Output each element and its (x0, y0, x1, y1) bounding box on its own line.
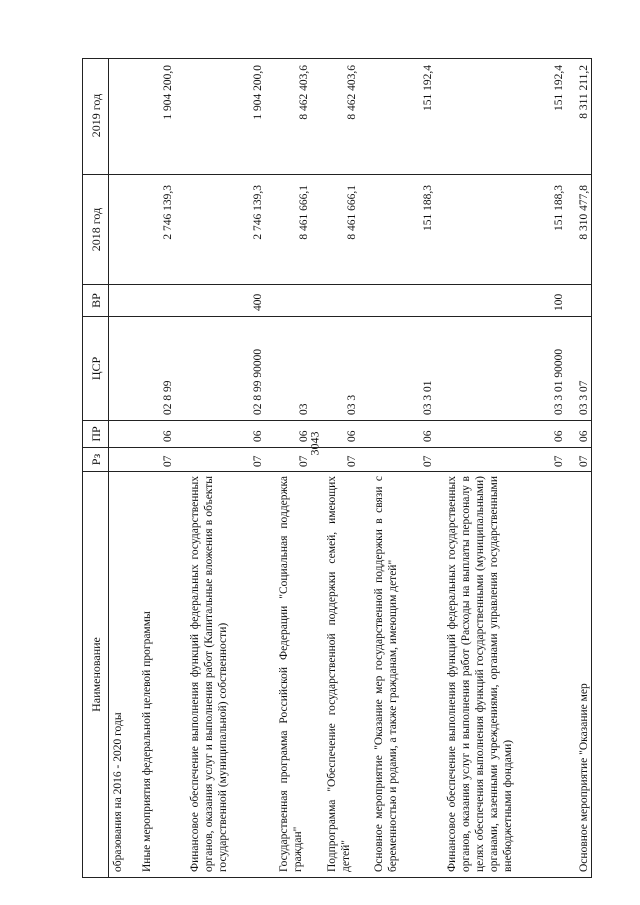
row-6-pr: 06 (553, 430, 565, 442)
row-3-pr: 06 (298, 430, 310, 442)
row-1-pr: 06 (162, 430, 174, 442)
page-number: 3043 (307, 431, 322, 456)
row-2-csr: 02 8 99 90000 (252, 348, 264, 415)
header-2018: 2018 год (83, 174, 109, 284)
budget-table (82, 58, 592, 878)
row-4-2019: 8 462 403,6 (346, 65, 358, 120)
row-6-2019: 151 192,4 (553, 65, 565, 111)
row-7-2018: 8 310 477,8 (578, 185, 590, 240)
row-1-name: Иные мероприятия федеральной целевой программы (141, 611, 153, 872)
row-2-2018: 2 746 139,3 (252, 185, 264, 240)
row-3-2019: 8 462 403,6 (298, 65, 310, 120)
row-5-pr: 06 (422, 430, 434, 442)
row-4-name: Подпрограмма "Обеспечение государственной поддержки семей, имеющих детей" (326, 476, 352, 872)
column-csr (109, 316, 592, 420)
header-name: Наименование (83, 471, 109, 877)
row-4-2018: 8 461 666,1 (346, 185, 358, 240)
row-1-rz: 07 (162, 455, 174, 467)
row-5-2019: 151 192,4 (422, 65, 434, 111)
row-0-name: образования на 2016 - 2020 годы (112, 712, 124, 872)
row-7-name: Основное мероприятие "Оказание мер (578, 683, 590, 872)
row-2-vr: 400 (252, 293, 264, 311)
header-2019: 2019 год (89, 93, 103, 138)
row-4-csr: 03 3 (346, 394, 358, 415)
row-3-2018: 8 461 666,1 (298, 185, 310, 240)
row-7-pr: 06 (578, 430, 590, 442)
row-6-name: Финансовое обеспечение выполнения функций федеральных государственных органов, оказания услуг и выполнения работ (Расходы на выплаты персоналу в целях обеспечения выполнения функций государственными (муниципальными) органами, казенными учреждениями, органами управления государственными внебюджетными фондами) (446, 476, 514, 872)
row-4-rz: 07 (346, 455, 358, 467)
row-3-name: Государственная программа Российской Федерации "Социальная поддержка граждан" (278, 476, 304, 872)
column-2019 (109, 58, 592, 174)
row-1-2019: 1 904 200,0 (162, 65, 174, 120)
row-6-vr: 100 (553, 293, 565, 311)
column-name (109, 471, 592, 877)
header-pr: ПР (83, 420, 109, 447)
header-vr: ВР (83, 284, 109, 316)
row-5-name: Основное мероприятие "Оказание мер государственной поддержки в связи с беременностью и родами, а также гражданам, имеющим детей" (373, 476, 399, 872)
header-csr: ЦСР (83, 316, 109, 420)
row-5-csr: 03 3 01 (422, 380, 434, 415)
row-3-csr: 03 (298, 403, 310, 415)
row-6-rz: 07 (553, 455, 565, 467)
row-4-pr: 06 (346, 430, 358, 442)
row-2-2019: 1 904 200,0 (252, 65, 264, 120)
header-rz: Рз (83, 447, 109, 471)
column-vr (109, 284, 592, 316)
row-6-2018: 151 188,3 (553, 185, 565, 231)
table-body (109, 58, 592, 877)
row-7-rz: 07 (578, 455, 590, 467)
document-page (82, 58, 592, 878)
row-2-pr: 06 (252, 430, 264, 442)
row-1-2018: 2 746 139,3 (162, 185, 174, 240)
row-2-rz: 07 (252, 455, 264, 467)
row-7-2019: 8 311 211,2 (578, 65, 590, 119)
row-1-csr: 02 8 99 (162, 380, 174, 415)
row-5-rz: 07 (422, 455, 434, 467)
column-2018 (109, 174, 592, 284)
row-5-2018: 151 188,3 (422, 185, 434, 231)
table-header-row (83, 58, 109, 877)
row-2-name: Финансовое обеспечение выполнения функций федеральных государственных органов, оказания услуг и выполнения работ (Капитальные вложения в объекты государственной (муниципальной) собственности) (189, 476, 229, 872)
column-rz (109, 447, 592, 471)
row-3-rz: 07 (298, 455, 310, 467)
column-pr (109, 420, 592, 447)
row-6-csr: 03 3 01 90000 (553, 348, 565, 415)
row-7-csr: 03 3 07 (578, 380, 590, 415)
